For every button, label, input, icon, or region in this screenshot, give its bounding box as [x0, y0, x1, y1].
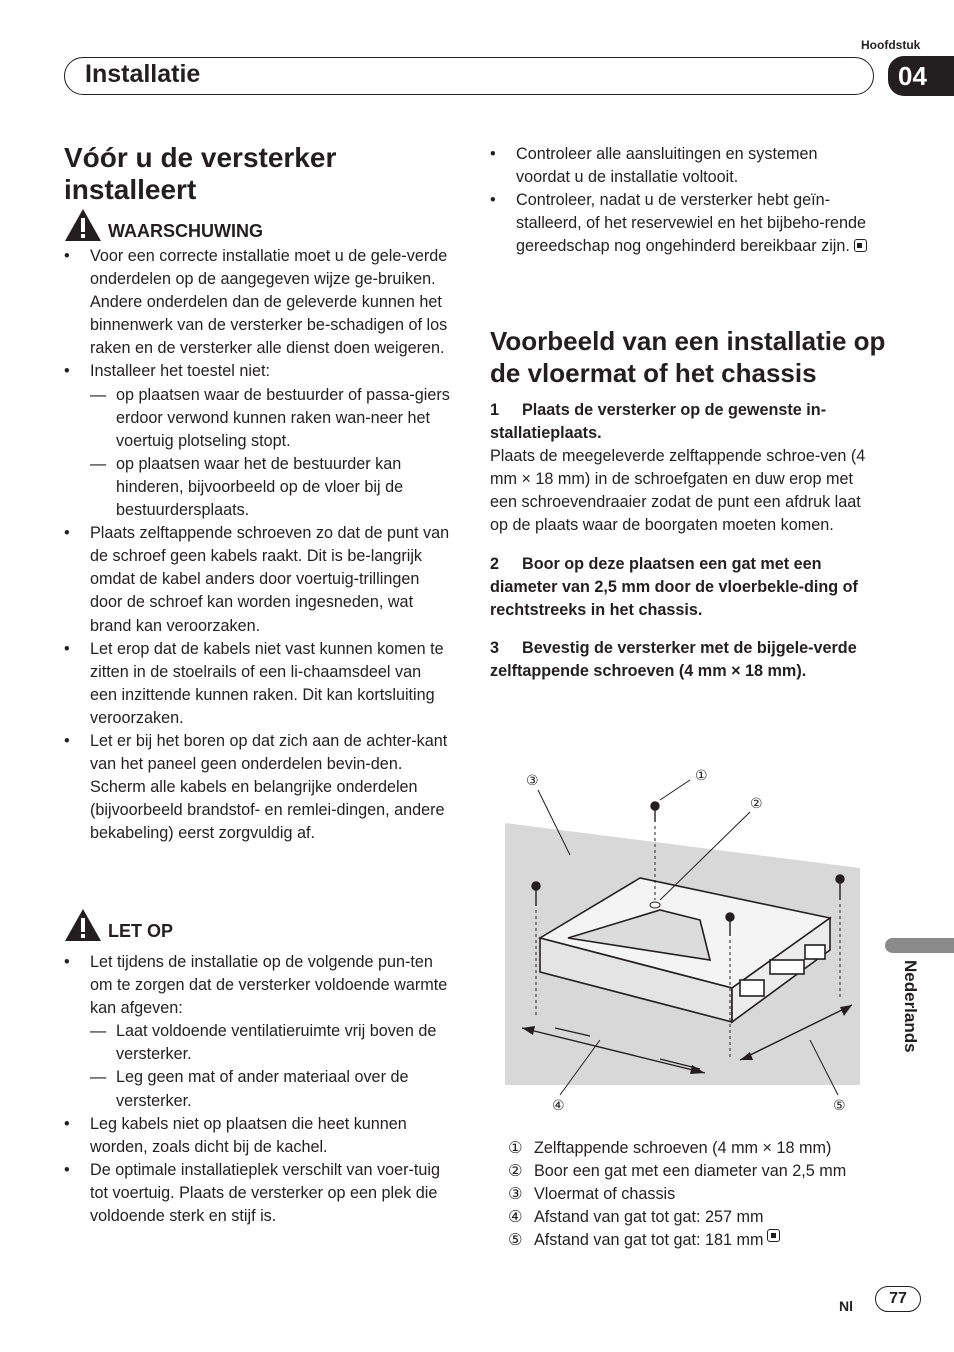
list-item: • Let er bij het boren op dat zich aan de achter-kant van het paneel geen onderdelen bevin-den. Scherm alle kabels en belangrijke onderdelen (bijvoorbeeld brandstof- en remlei-dingen, andere bekabeling) eerst zorgvuldig af.: [64, 730, 450, 845]
step-1-body: Plaats de meegeleverde zelftappende schroe-ven (4 mm × 18 mm) in de schroefgaten en duw erop met een schroevendraaier zodat de punt een afdruk laat op de plaats waar de boorgaten moeten komen.: [490, 447, 866, 535]
list-item: • Controleer, nadat u de versterker hebt geïn-stalleerd, of het reservewiel en het bijbeho-rende gereedschap nog ongehinderd bereikbaar zijn.: [490, 189, 870, 258]
figure-legend: [508, 1137, 846, 1252]
step-2-title: 2 Boor op deze plaatsen een gat met een diameter van 2,5 mm door de vloerbekle-ding of rechtstreeks in het chassis.: [490, 554, 858, 619]
list-item: • Plaats zelftappende schroeven zo dat de punt van de schroef geen kabels raakt. Dit is be-langrijk omdat de kabel anders door voertuig-trillingen door de schroef kan worden ingesneden, wat brand kan veroorzaken.: [64, 522, 450, 637]
left-heading: Vóór u de versterker installeert: [64, 142, 337, 205]
list-item: • Voor een correcte installatie moet u de gele-verde onderdelen op de aangegeven wijze ge-bruiken. Andere onderdelen dan de geleverde kunnen het binnenwerk van de versterker be-schadigen of los raken en de versterker alle dienst doen weigeren.: [64, 245, 450, 360]
warning-header: [64, 208, 263, 242]
installation-figure: [500, 760, 870, 1120]
callout-2: ②: [750, 796, 763, 812]
legend-item: ① Zelftappende schroeven (4 mm × 18 mm): [508, 1139, 832, 1157]
legend-item: ③ Vloermat of chassis: [508, 1185, 676, 1204]
caution-list-container: [64, 951, 450, 1228]
legend-item: ⑤ Afstand van gat tot gat: 181 mm: [508, 1229, 846, 1252]
warning-triangle-icon: [64, 208, 102, 242]
section-title: Installatie: [85, 60, 201, 88]
steps-container: [490, 399, 876, 683]
callout-1: ①: [695, 768, 708, 784]
caution-triangle-icon: [64, 908, 102, 942]
page-number: 77: [875, 1286, 921, 1312]
step-1-title: 1 Plaats de versterker op de gewenste in-stallatieplaats.: [490, 401, 827, 443]
language-code: Nl: [839, 1298, 853, 1314]
caution-header: [64, 908, 173, 942]
list-item: — Laat voldoende ventilatieruimte vrij boven de versterker.: [64, 1020, 450, 1066]
list-item: • Installeer het toestel niet:: [64, 360, 450, 383]
list-item: • Controleer alle aansluitingen en systemen voordat u de installatie voltooit.: [490, 143, 870, 189]
warning-title: WAARSCHUWING: [108, 220, 263, 241]
legend-item: ④ Afstand van gat tot gat: 257 mm: [508, 1208, 764, 1227]
right-top-list-container: [490, 143, 870, 258]
chapter-label: Hoofdstuk: [861, 38, 921, 52]
caution-title: LET OP: [108, 920, 174, 941]
step-3-title: 3 Bevestig de versterker met de bijgele-verde zelftappende schroeven (4 mm × 18 mm).: [490, 638, 857, 680]
list-item: — op plaatsen waar het de bestuurder kan hinderen, bijvoorbeeld op de vloer bij de bestuurdersplaats.: [64, 453, 450, 522]
callout-4: ④: [552, 1098, 565, 1114]
warning-list-container: [64, 245, 450, 845]
warning-list: [64, 245, 450, 845]
callout-5: ⑤: [833, 1098, 846, 1114]
list-item: • De optimale installatieplek verschilt van voer-tuig tot voertuig. Plaats de versterker op een plek die voldoende sterk en stijf is.: [64, 1159, 450, 1228]
caution-list: [64, 951, 450, 1228]
list-item: — op plaatsen waar de bestuurder of passa-giers erdoor verwond kunnen raken wan-neer het voertuig plotseling stopt.: [64, 384, 450, 453]
chapter-number: 04: [888, 56, 954, 96]
end-mark-icon: [854, 239, 867, 252]
end-mark-icon: [767, 1229, 780, 1242]
list-item: • Leg kabels niet op plaatsen die heet kunnen worden, zoals dicht bij de kachel.: [64, 1113, 450, 1159]
side-tab-marker: [885, 938, 954, 953]
list-item: — Leg geen mat of ander materiaal over de versterker.: [64, 1066, 450, 1112]
list-item: • Let erop dat de kabels niet vast kunnen komen te zitten in de stoelrails of een li-chaamsdeel van een inzittende kunnen raken. Dit kan kortsluiting veroorzaken.: [64, 638, 450, 730]
legend-item: ② Boor een gat met een diameter van 2,5 mm: [508, 1162, 847, 1181]
callout-3: ③: [526, 773, 539, 789]
right-top-list: [490, 143, 870, 258]
right-heading: Voorbeeld van een installatie op de vloermat of het chassis: [490, 326, 886, 388]
side-language-label: Nederlands: [901, 960, 920, 1053]
list-item: • Let tijdens de installatie op de volgende pun-ten om te zorgen dat de versterker voldoende warmte kan afgeven:: [64, 951, 450, 1020]
